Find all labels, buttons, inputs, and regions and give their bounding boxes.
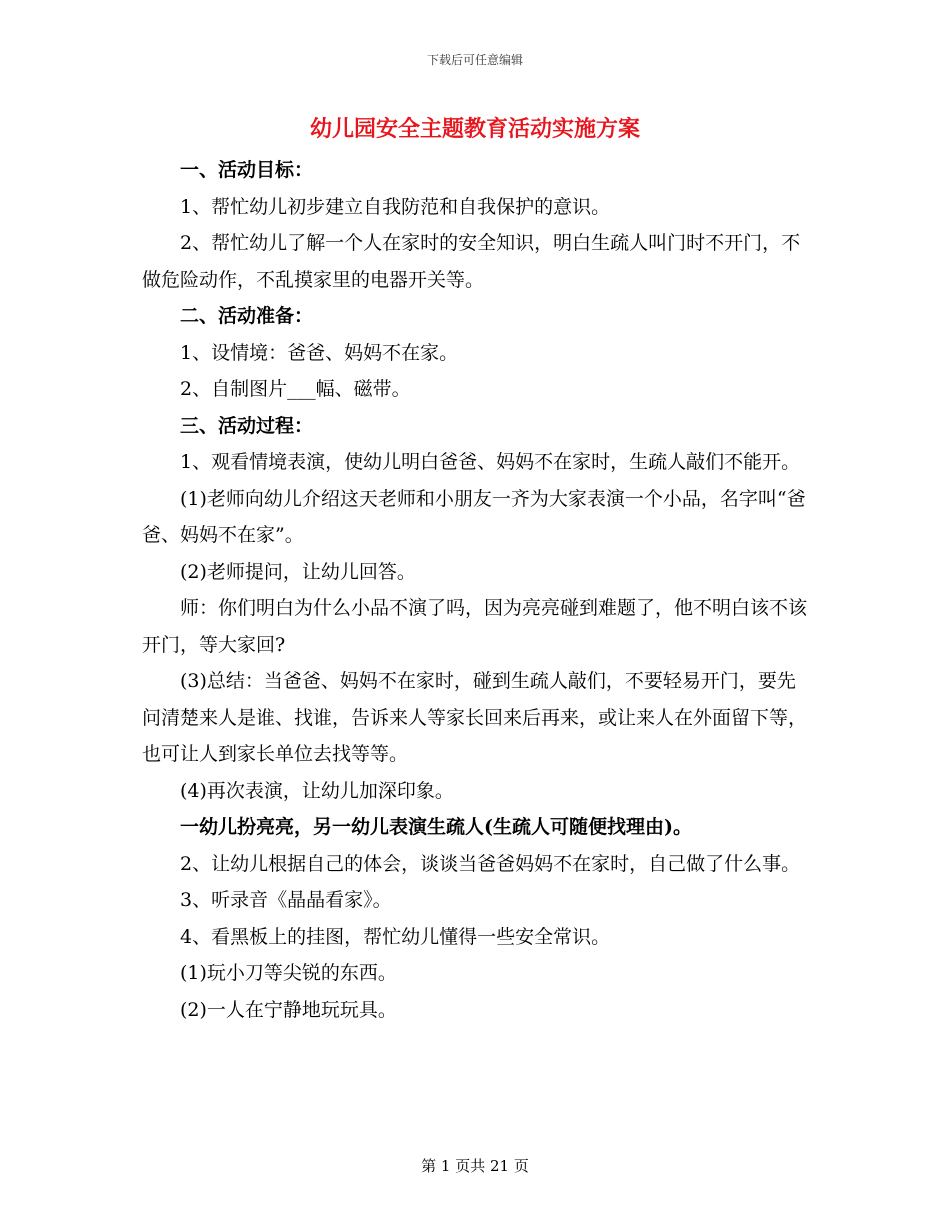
- paragraph: (3)总结：当爸爸、妈妈不在家时，碰到生疏人敲们，不要轻易开门，要先问清楚来人是谁、找谁，告诉来人等家长回来后再来，或让来人在外面留下等，也可让人到家长单位去找等等。: [142, 670, 808, 765]
- paragraph: 3、听录音《晶晶看家》。: [180, 889, 392, 911]
- paragraph: (2)老师提问，让幼儿回答。: [180, 560, 416, 583]
- paragraph-bold: 一幼儿扮亮亮，另一幼儿表演生疏人(生疏人可随便找理由)。: [180, 816, 692, 838]
- paragraph: 1、观看情境表演，使幼儿明白爸爸、妈妈不在家时，生疏人敲们不能开。: [180, 451, 801, 473]
- paragraph: 1、设情境：爸爸、妈妈不在家。: [180, 341, 459, 364]
- paragraph: 4、看黑板上的挂图，帮忙幼儿懂得一些安全常识。: [180, 925, 611, 948]
- paragraph: (2)一人在宁静地玩玩具。: [180, 998, 397, 1021]
- paragraph: (1)老师向幼儿介绍这天老师和小朋友一齐为大家表演一个小品，名字叫“爸爸、妈妈不在家”。: [142, 487, 806, 546]
- paragraph: 2、帮忙幼儿了解一个人在家时的安全知识，明白生疏人叫门时不开门，不做危险动作，不乱摸家里的电器开关等。: [142, 232, 801, 291]
- section-heading-preparation: 二、活动准备：: [180, 305, 314, 327]
- section-heading-process: 三、活动过程：: [180, 414, 314, 437]
- paragraph: (1)玩小刀等尖锐的东西。: [180, 962, 397, 984]
- paragraph: 2、自制图片___幅、磁带。: [180, 378, 411, 400]
- document-body: [142, 152, 808, 1028]
- paragraph: (4)再次表演，让幼儿加深印象。: [180, 779, 454, 802]
- page-title: 幼儿园安全主题教育活动实施方案: [309, 116, 640, 142]
- header-note: 下载后可任意编辑: [426, 53, 523, 67]
- section-heading-goals: 一、活动目标：: [180, 159, 314, 181]
- paragraph: 2、让幼儿根据自己的体会，谈谈当爸爸妈妈不在家时，自己做了什么事。: [180, 852, 801, 875]
- paragraph: 1、帮忙幼儿初步建立自我防范和自我保护的意识。: [180, 195, 611, 218]
- page-footer: 第 1 页共 21 页: [421, 1157, 529, 1175]
- paragraph: 师：你们明白为什么小品不演了吗，因为亮亮碰到难题了，他不明白该不该开门，等大家回?: [142, 597, 808, 656]
